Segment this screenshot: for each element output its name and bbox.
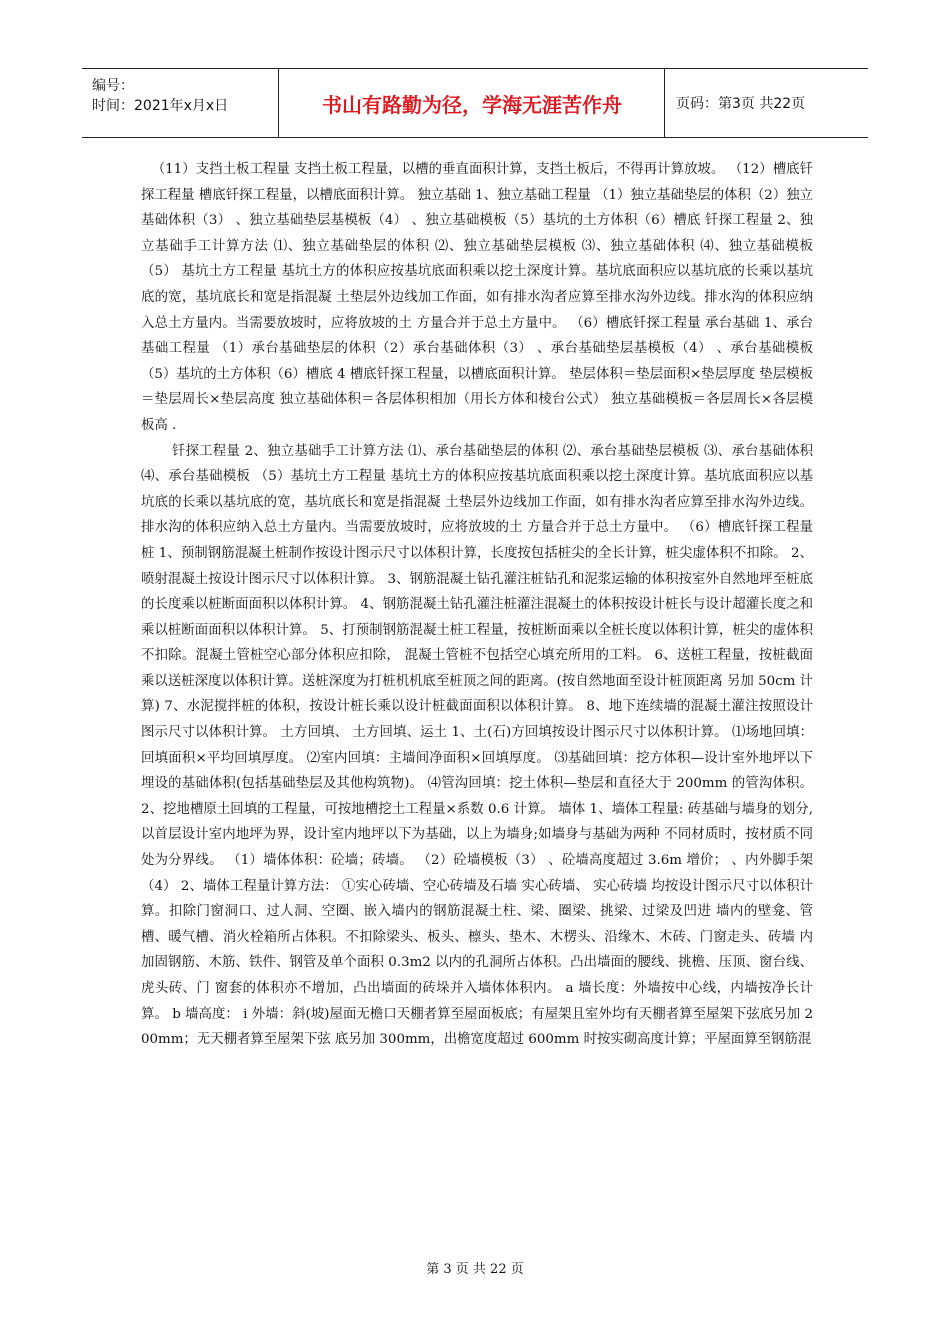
header-motto: 书山有路勤为径，学海无涯苦作舟 [280, 69, 665, 137]
serial-number-label: 编号： [92, 78, 134, 94]
body-paragraph-1: （11）支挡土板工程量 支挡土板工程量，以槽的垂直面积计算，支挡土板后，不得再计算放坡。 （12）槽底钎探工程量 槽底钎探工程量，以槽底面积计算。 独立基础 1、独立基础工程量 （1）独立基础垫层的体积（2）独立基础体积（3） 、独立基础垫层基模板（4） 、独立基础模板（5）基坑的土方体积（6）槽底 钎探工程量 2、独立基础手工计算方法 ⑴、独立基础垫层的体积 ⑵、独立基础垫层模板 ⑶、独立基础体积 ⑷、独立基础模板 （5） 基坑土方工程量 基坑土方的体积应按基坑底面积乘以挖土深度计算。基坑底面积应以基坑底的长乘以基坑底的宽，基坑底长和宽是指混凝 土垫层外边线加工作面，如有排水沟者应算至排水沟外边线。排水沟的体积应纳入总土方量内。当需要放坡时，应将放坡的土 方量合并于总土方量中。 （6）槽底钎探工程量 承台基础 1、承台基础工程量 （1）承台基础垫层的体积（2）承台基础体积（3） 、承台基础垫层基模板（4） 、承台基础模板（5）基坑的土方体积（6）槽底 4 槽底钎探工程量，以槽底面积计算。 垫层体积＝垫层面积×垫层厚度 垫层模板＝垫层周长×垫层高度 独立基础体积＝各层体积相加（用长方体和棱台公式） 独立基础模板＝各层周长×各层模板高 . [141, 162, 813, 433]
body-paragraph-2: 钎探工程量 2、独立基础手工计算方法 ⑴、承台基础垫层的体积 ⑵、承台基础垫层模板 ⑶、承台基础体积 ⑷、承台基础模板 （5）基坑土方工程量 基坑土方的体积应按基坑底面积乘以挖土深度计算。基坑底面积应以基坑底的长乘以基坑底的宽，基坑底长和宽是指混凝 土垫层外边线加工作面，如有排水沟者应算至排水沟外边线。排水沟的体积应纳入总土方量内。当需要放坡时，应将放坡的土 方量合并于总土方量中。 （6）槽底钎探工程量 桩 1、预制钢筋混凝土桩制作按设计图示尺寸以体积计算，长度按包括桩尖的全长计算，桩尖虚体积不扣除。 2、喷射混凝土按设计图示尺寸以体积计算。 3、钢筋混凝土钻孔灌注桩钻孔和泥浆运输的体积按室外自然地坪至桩底的长度乘以桩断面面积以体积计算。 4、钢筋混凝土钻孔灌注桩灌注混凝土的体积按设计桩长与设计超灌长度之和乘以桩断面面积以体积计算。 5、打预制钢筋混凝土桩工程量，按桩断面乘以全桩长度以体积计算，桩尖的虚体积不扣除。混凝土管桩空心部分体积应扣除， 混凝土管桩不包括空心填充所用的工料。 6、送桩工程量，按桩截面乘以送桩深度以体积计算。送桩深度为打桩机机底至桩顶之间的距离。(按自然地面至设计桩顶距离 另加 50cm 计算) 7、水泥搅拌桩的体积，按设计桩长乘以设计桩截面面积以体积计算。 8、地下连续墙的混凝土灌注按照设计图示尺寸以体积计算。 土方回填、 土方回填、运土 1、土(石)方回填按设计图示尺寸以体积计算。 ⑴场地回填：回填面积×平均回填厚度。 ⑵室内回填：主墙间净面积×回填厚度。 ⑶基础回填：挖方体积—设计室外地坪以下埋设的基础体积(包括基础垫层及其他构筑物)。 ⑷管沟回填：挖土体积—垫层和直径大于 200mm 的管沟体积。 2、挖地槽原土回填的工程量，可按地槽挖土工程量×系数 0.6 计算。 墙体 1、墙体工程量: 砖基础与墙身的划分,以首层设计室内地坪为界，设计室内地坪以下为基础，以上为墙身;如墙身与基础为两种 不同材质时，按材质不同处为分界线。 （1）墙体体积：砼墙；砖墙。 （2）砼墙模板（3） 、砼墙高度超过 3.6m 增价； 、内外脚手架 （4） 2、墙体工程量计算方法： ①实心砖墙、空心砖墙及石墙 实心砖墙、 实心砖墙 均按设计图示尺寸以体积计算。扣除门窗洞口、过人洞、空圈、嵌入墙内的钢筋混凝土柱、梁、圈梁、挑梁、过梁及凹进 墙内的壁龛、管槽、暖气槽、消火栓箱所占体积。不扣除梁头、板头、檩头、垫木、木楞头、沿缘木、木砖、门窗走头、砖墙 内加固钢筋、木筋、铁件、钢管及单个面积 0.3m2 以内的孔洞所占体积。凸出墙面的腰线、挑檐、压顶、窗台线、虎头砖、门 窗套的体积亦不增加，凸出墙面的砖垛并入墙体体积内。 a 墙长度：外墙按中心线，内墙按净长计算。 b 墙高度： i 外墙：斜(坡)屋面无檐口天棚者算至屋面板底；有屋架且室外均有天棚者算至屋架下弦底另加 200mm；无天棚者算至屋架下弦 底另加 300mm，出檐宽度超过 600mm 时按实砌高度计算；平屋面算至钢筋混 [141, 443, 813, 1048]
page-header [82, 68, 868, 138]
page-footer: 第 3 页 共 22 页 [426, 1262, 524, 1277]
header-info-cell [82, 69, 279, 137]
header-page-number: 页码：第3页 共22页 [676, 96, 806, 112]
document-body [141, 157, 813, 1053]
date-label: 时间：2021年x月x日 [92, 98, 229, 114]
